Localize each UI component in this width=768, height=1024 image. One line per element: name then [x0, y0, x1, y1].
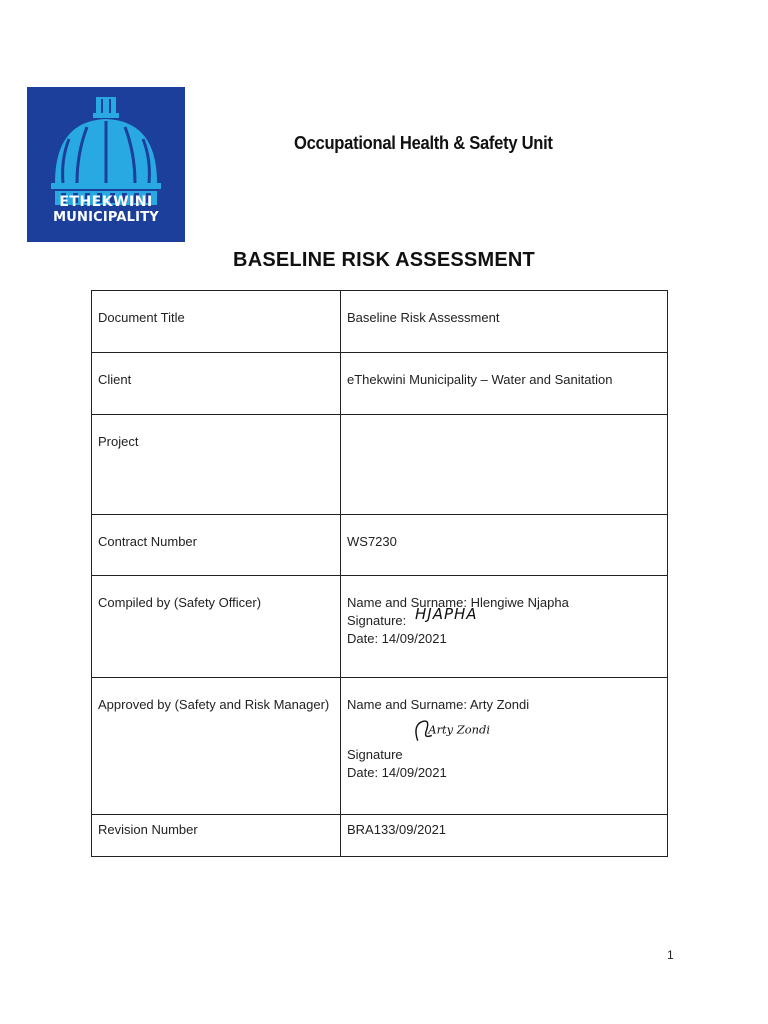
- revision-number-label: Revision Number: [92, 815, 341, 857]
- page-number: 1: [667, 948, 674, 962]
- approved-date: Date: 14/09/2021: [347, 765, 447, 780]
- table-row: [92, 415, 668, 515]
- revision-number-value: BRA133/09/2021: [341, 815, 668, 857]
- approved-by-name: Name and Surname: Arty Zondi: [347, 697, 530, 712]
- document-title-label: Document Title: [92, 291, 341, 353]
- municipality-logo: [27, 87, 185, 242]
- contract-number-label: Contract Number: [92, 515, 341, 576]
- approved-signature-label: Signature: [347, 747, 403, 762]
- client-label: Client: [92, 353, 341, 415]
- project-label: Project: [92, 415, 341, 515]
- table-row: [92, 515, 668, 576]
- unit-title: Occupational Health & Safety Unit: [294, 133, 553, 153]
- compiled-by-label: Compiled by (Safety Officer): [92, 576, 341, 678]
- table-row: [92, 678, 668, 815]
- compiled-signature-image: [413, 604, 513, 624]
- compiled-by-cell: [341, 576, 668, 678]
- compiled-signature-row: [347, 605, 661, 630]
- compiled-signature-text: HJAPHA: [415, 605, 478, 623]
- approved-by-cell: [341, 678, 668, 815]
- approved-signature-image: [403, 716, 533, 746]
- compiled-signature-label: Signature:: [347, 613, 407, 628]
- table-row: [92, 815, 668, 857]
- approved-by-label: Approved by (Safety and Risk Manager): [92, 678, 341, 815]
- table-row: [92, 353, 668, 415]
- approved-signature-text: Arty Zondi: [428, 722, 491, 737]
- table-row: [92, 576, 668, 678]
- logo-line-ethekwini: ETHEKWINI: [59, 194, 153, 210]
- project-value: [341, 415, 668, 515]
- contract-number-value: WS7230: [341, 515, 668, 576]
- compiled-date: Date: 14/09/2021: [347, 631, 447, 646]
- compiled-by-name: Name and Surname: Hlengiwe Njapha: [347, 595, 569, 610]
- document-info-table: [91, 290, 668, 857]
- document-title-value: Baseline Risk Assessment: [341, 291, 668, 353]
- table-row: [92, 291, 668, 353]
- document-heading: BASELINE RISK ASSESSMENT: [233, 249, 535, 271]
- client-value: eThekwini Municipality – Water and Sanitation: [341, 353, 668, 415]
- logo-line-municipality: MUNICIPALITY: [53, 210, 159, 225]
